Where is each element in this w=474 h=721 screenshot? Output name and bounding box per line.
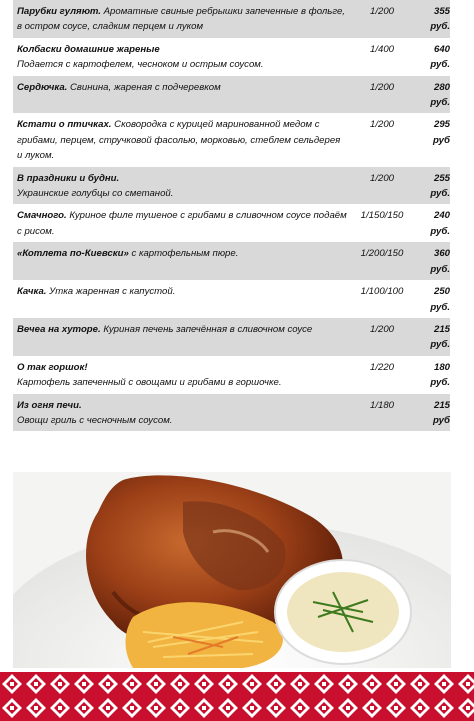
menu-item-description: В праздники и будни. Украинские голубцы со сметаной.: [17, 172, 174, 200]
menu-item-price: 640 руб.: [430, 43, 450, 71]
ornament-border: [0, 672, 474, 721]
menu-item-title: Вечеа на хуторе.: [17, 323, 101, 335]
menu-item-description: Сердючка. Свинина, жареная с подчеревком: [17, 81, 221, 93]
menu-item-title: Из огня печи.: [17, 399, 82, 411]
menu-item-title: Кстати о птичках.: [17, 119, 112, 131]
menu-item-title: «Котлета по-Киевски»: [17, 248, 129, 260]
menu-item-price: 295 руб: [432, 119, 450, 146]
menu-item: [13, 318, 450, 356]
menu-item-description: Из огня печи. Овощи гриль с чесночным соусом.: [17, 399, 173, 426]
menu-item-weight: 1/200/150: [360, 248, 404, 260]
menu-item-title: Колбаски домашние жареные: [17, 43, 160, 55]
menu-item-price: 240 руб.: [430, 210, 450, 237]
menu-item-description: Парубки гуляют. Ароматные свиные ребрышки запеченные в фольге, в остром соусе, сладким перцем и луком: [17, 6, 345, 33]
menu-item-weight: 1/200: [369, 323, 394, 335]
menu-item-title: Сердючка.: [17, 81, 68, 93]
menu-item: [13, 76, 450, 114]
menu-item: [13, 394, 450, 432]
menu-item-title: Смачного.: [17, 210, 67, 222]
menu-item-price: 255 руб.: [430, 172, 450, 200]
menu-item-price: 215 руб: [432, 399, 450, 426]
menu-item: [13, 38, 450, 76]
menu-item-description: Вечеа на хуторе. Куриная печень запечённая в сливочном соусе: [17, 323, 313, 335]
menu-item-title: О так горшок!: [17, 361, 88, 373]
roast-pork-knuckle-photo: [13, 472, 451, 668]
menu-item-title: Парубки гуляют.: [17, 6, 101, 17]
menu-item-weight: 1/150/150: [360, 210, 404, 222]
menu-item-price: 215 руб.: [430, 323, 450, 351]
menu-item-price: 250 руб.: [430, 286, 450, 313]
menu-item-description: Кстати о птичках. Сковородка с курицей маринованной медом с грибами, перцем, стручковой фасолью, морковью, стеблем сельдерея и луком.: [17, 119, 341, 162]
menu-item: [13, 0, 450, 38]
menu-item-price: 355 руб.: [430, 6, 450, 33]
menu-item-weight: 1/200: [369, 172, 394, 184]
menu-item-description: Смачного. Куриное филе тушеное с грибами в сливочном соусе подаём с рисом.: [17, 210, 347, 237]
menu-item-description: «Котлета по-Киевски» с картофельным пюре.: [17, 248, 239, 260]
menu-item-weight: 1/100/100: [360, 286, 404, 298]
menu-item-weight: 1/200: [369, 6, 394, 17]
menu-item: [13, 204, 450, 242]
menu-item: [13, 242, 450, 280]
menu-item-price: 280 руб.: [430, 81, 450, 109]
menu-item-description: Колбаски домашние жареные Подается с картофелем, чесноком и острым соусом.: [17, 43, 264, 71]
menu-item-weight: 1/400: [369, 43, 394, 55]
menu-item: [13, 167, 450, 205]
dish-photo: [13, 472, 451, 668]
menu-item-title: В праздники и будни.: [17, 172, 120, 184]
menu-item-price: 180 руб.: [430, 361, 450, 389]
menu-item: [13, 356, 450, 394]
menu-item-weight: 1/180: [369, 399, 394, 411]
menu-item-price: 360 руб.: [430, 248, 450, 275]
menu-item-description: Качка. Утка жаренная с капустой.: [17, 286, 176, 298]
menu-item-weight: 1/200: [369, 81, 394, 93]
menu-item-title: Качка.: [17, 286, 47, 298]
menu-item-weight: 1/200: [369, 119, 394, 131]
embroidery-pattern-icon: [0, 672, 474, 721]
menu-item: [13, 113, 450, 166]
menu-item: [13, 280, 450, 318]
menu-table: [13, 0, 450, 431]
menu-item-description: О так горшок! Картофель запеченный с овощами и грибами в горшочке.: [17, 361, 282, 389]
menu-item-weight: 1/220: [369, 361, 394, 373]
